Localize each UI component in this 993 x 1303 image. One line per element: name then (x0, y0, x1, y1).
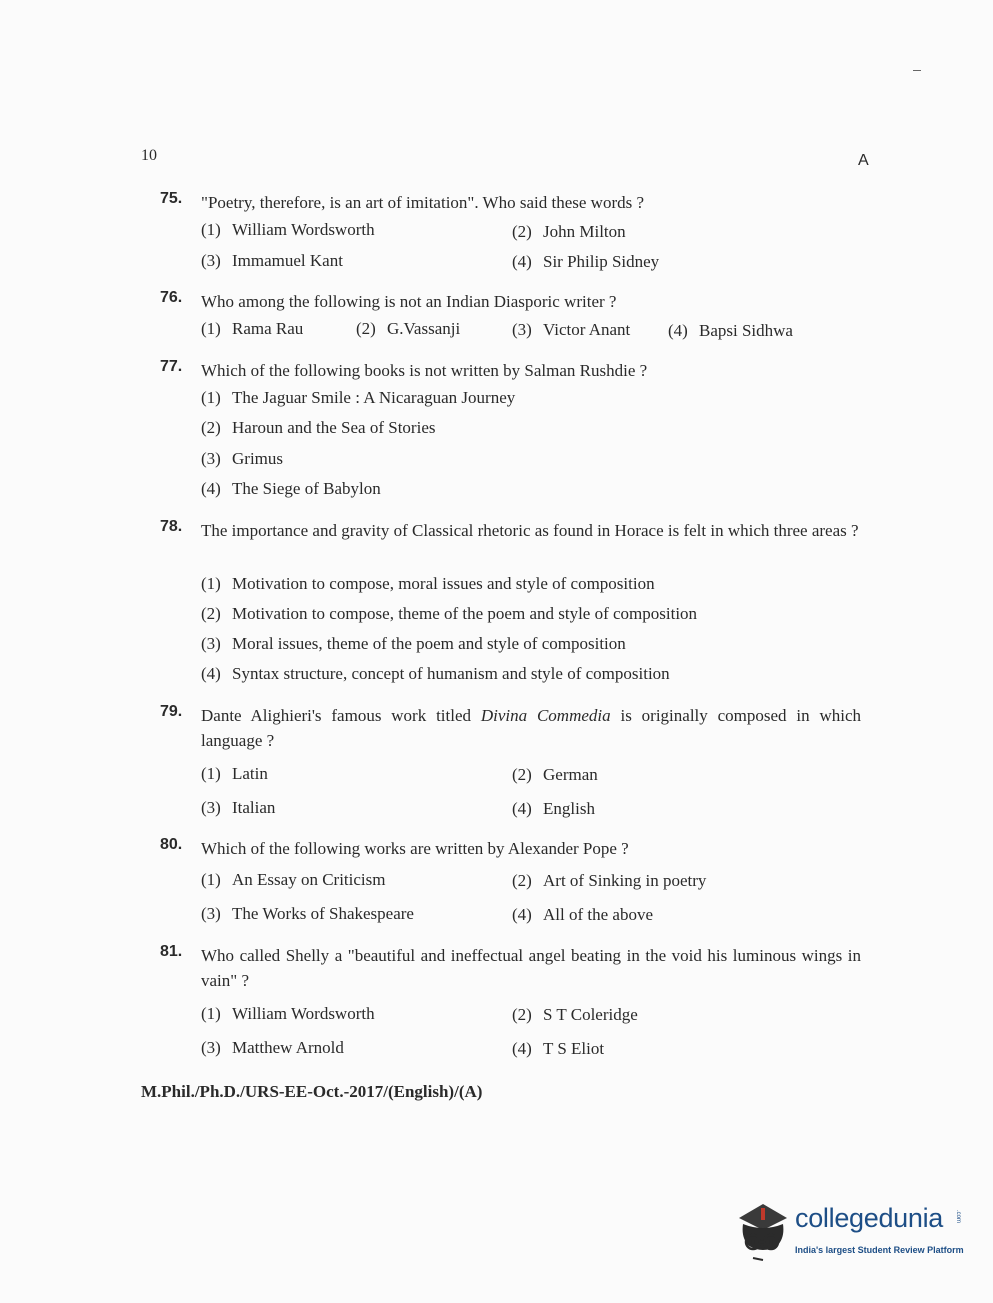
option-number: (1) (201, 870, 221, 889)
option-text: S T Coleridge (543, 1005, 638, 1024)
question-text: Who among the following is not an Indian Diasporic writer ? (201, 292, 617, 311)
page-number: 10 (141, 147, 157, 164)
option-number: (3) (201, 634, 221, 653)
option-text: Haroun and the Sea of Stories (232, 418, 436, 437)
option-text: All of the above (543, 905, 653, 924)
option-1[interactable] (201, 574, 655, 594)
question-number: 76. (160, 289, 183, 306)
set-code: A (858, 152, 869, 169)
option-number: (1) (201, 220, 221, 239)
option-text: Sir Philip Sidney (543, 252, 660, 271)
question-text: "Poetry, therefore, is an art of imitation". Who said these words ? (201, 193, 645, 212)
option-3[interactable] (201, 904, 414, 924)
option-2[interactable] (512, 1005, 638, 1025)
option-number: (1) (201, 574, 221, 593)
option-number: (2) (512, 765, 532, 784)
option-text: The Works of Shakespeare (232, 904, 414, 923)
option-text: Grimus (232, 449, 283, 468)
option-3[interactable] (201, 1038, 344, 1058)
option-text: Moral issues, theme of the poem and style of composition (232, 634, 626, 653)
option-1[interactable] (201, 764, 268, 784)
option-number: (4) (201, 479, 221, 498)
question-number: 78. (160, 518, 183, 535)
option-text: William Wordsworth (232, 1004, 375, 1023)
option-number: (4) (668, 321, 688, 340)
work-title: Divina Commedia (480, 706, 611, 725)
option-number: (3) (201, 251, 221, 270)
question-number: 79. (160, 703, 183, 720)
option-number: (3) (201, 1038, 221, 1057)
option-text: The Siege of Babylon (232, 479, 381, 498)
question-text: Which of the following works are written by Alexander Pope ? (201, 839, 629, 858)
option-number: (3) (512, 320, 532, 339)
option-2[interactable] (512, 222, 626, 242)
option-text: English (543, 799, 595, 818)
option-number: (3) (201, 904, 221, 923)
question-number: 81. (160, 943, 183, 960)
option-1[interactable] (201, 319, 303, 339)
option-number: (2) (512, 871, 532, 890)
option-text: Art of Sinking in poetry (543, 871, 707, 890)
option-text: William Wordsworth (232, 220, 375, 239)
option-number: (4) (512, 799, 532, 818)
option-2[interactable] (512, 871, 706, 891)
option-text: Matthew Arnold (232, 1038, 344, 1057)
option-3[interactable] (201, 634, 626, 654)
option-2[interactable] (201, 604, 697, 624)
logo-tagline: India's largest Student Review Platform (795, 1245, 964, 1255)
question-text: Dante Alighieri's famous work titled Divina Commedia is originally composed in which language ? (201, 706, 861, 750)
option-number: (4) (512, 252, 532, 271)
option-number: (2) (356, 319, 376, 338)
option-4[interactable] (668, 321, 793, 341)
option-text: Motivation to compose, theme of the poem and style of composition (232, 604, 698, 623)
exam-code-footer: M.Phil./Ph.D./URS-EE-Oct.-2017/(English)/(A) (141, 1082, 483, 1101)
question-text: Which of the following books is not written by Salman Rushdie ? (201, 361, 648, 380)
option-4[interactable] (512, 252, 659, 272)
option-number: (3) (201, 449, 221, 468)
option-text: Motivation to compose, moral issues and style of composition (232, 574, 655, 593)
option-2[interactable] (201, 418, 435, 438)
option-text: German (543, 765, 598, 784)
option-text: John Milton (543, 222, 626, 241)
option-1[interactable] (201, 1004, 375, 1024)
option-number: (4) (512, 1039, 532, 1058)
option-text: Italian (232, 798, 276, 817)
option-4[interactable] (512, 905, 653, 925)
option-3[interactable] (201, 251, 343, 271)
question-number: 77. (160, 358, 183, 375)
option-number: (1) (201, 1004, 221, 1023)
collegedunia-logo[interactable] (733, 1198, 968, 1264)
option-1[interactable] (201, 388, 515, 408)
option-4[interactable] (201, 479, 381, 499)
logo-domain-suffix: .com (955, 1210, 961, 1224)
option-4[interactable] (201, 664, 670, 684)
option-number: (2) (201, 604, 221, 623)
option-2[interactable] (512, 765, 598, 785)
option-text: T S Eliot (543, 1039, 605, 1058)
option-2[interactable] (356, 319, 460, 339)
option-3[interactable] (201, 798, 275, 818)
option-text: Bapsi Sidhwa (699, 321, 793, 340)
corner-mark (913, 70, 921, 71)
option-text: Syntax structure, concept of humanism and style of composition (232, 664, 670, 683)
logo-wordmark: collegedunia (795, 1203, 944, 1233)
option-text: Immamuel Kant (232, 251, 343, 270)
option-text: An Essay on Criticism (232, 870, 386, 889)
option-number: (2) (512, 1005, 532, 1024)
option-number: (4) (201, 664, 221, 683)
option-3[interactable] (201, 449, 283, 469)
question-text: Who called Shelly a "beautiful and ineffectual angel beating in the void his luminous wings in vain" ? (201, 946, 861, 990)
question-text: The importance and gravity of Classical rhetoric as found in Horace is felt in which three areas ? (201, 521, 859, 540)
option-text: Latin (232, 764, 268, 783)
option-number: (4) (512, 905, 532, 924)
option-3[interactable] (512, 320, 630, 340)
option-number: (3) (201, 798, 221, 817)
option-number: (2) (201, 418, 221, 437)
question-number: 80. (160, 836, 183, 853)
option-number: (1) (201, 764, 221, 783)
option-number: (2) (512, 222, 532, 241)
option-text: G.Vassanji (387, 319, 461, 338)
mascot-icon (733, 1198, 793, 1264)
option-text: Rama Rau (232, 319, 304, 338)
option-4[interactable] (512, 799, 595, 819)
option-text: The Jaguar Smile : A Nicaraguan Journey (232, 388, 516, 407)
option-4[interactable] (512, 1039, 604, 1059)
option-number: (1) (201, 319, 221, 338)
option-1[interactable] (201, 220, 375, 240)
option-1[interactable] (201, 870, 385, 890)
option-number: (1) (201, 388, 221, 407)
option-text: Victor Anant (543, 320, 631, 339)
question-number: 75. (160, 190, 183, 207)
